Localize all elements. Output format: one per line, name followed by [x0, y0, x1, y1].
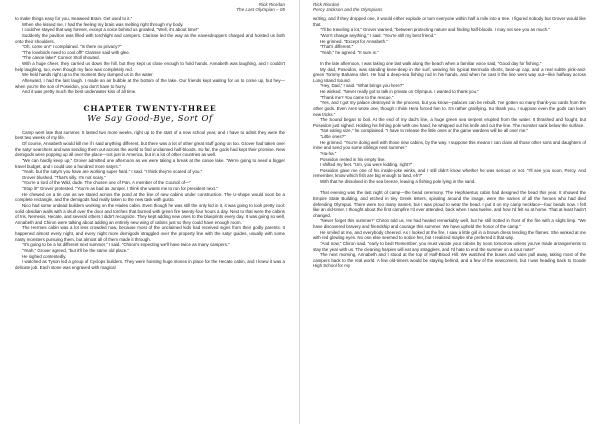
paragraph: And it was pretty much the best underwater kiss of all time.: [22, 89, 137, 95]
paragraph: "Oh, come on!" I complained. "Is there no privacy?": [22, 44, 122, 50]
paragraph: "We can hardly keep up," Grover admitted one afternoon as we were taking a break at the canoe lake. "We're going to need a bigger travel budget, and I could use a hundred more satyrs.": [15, 157, 285, 169]
paragraph: "Yes, and I got my palace destroyed in the process, but you know—palaces can be rebuilt. I've gotten so many thank-you cards from the other gods. Even Ares wrote one, though I think Hera forced him to. It's rather gratifying. So thank you. I suppose even the gods can learn new tricks.": [313, 100, 586, 117]
paragraph: Poseidon gave me one of his inside-joke winks, and I still didn't know whether he was serious or not. "I'll see you soon, Percy. And remember, know which fish are big enough to land, eh?": [313, 167, 586, 179]
paragraph: I watched as Tyson led a group of Cyclops builders. They were hoisting huge stones in place for the Hecate cabin, and I knew it was a delicate job. Each stone was engraved with magical: [15, 259, 285, 270]
paragraph: "Yeah, but the satyrs you have are working super hard," I said. "I think they're scared of you.": [22, 169, 203, 175]
chapter-title: We Say Good-Bye, Sort Of: [87, 113, 213, 124]
left-header-author: Rick Riordan: [258, 2, 285, 7]
left-body-text: [15, 16, 285, 270]
paragraph: I shifted my feet. "Um, you were kidding, right?": [320, 162, 413, 168]
left-header-book: The Last Olympian – 05: [236, 7, 285, 13]
right-page: [300, 0, 600, 424]
paragraph: The Sound began to boil. At the end of my dad's line, a huge green sea serpent erupted from the water. It thrashed and fought, but Poseidon just sighed. Holding his fishing pole with one hand, he whipped out his knife and cut the line. The monster sank below the surface.: [313, 117, 586, 128]
paragraph: He grinned. "Except for Annabeth.": [320, 38, 388, 44]
paragraph: "Never forget this summer!" Chiron told us. He had healed remarkably well, but he still trotted in front of the fire with a slight limp. "We have discovered bravery and friendship and courage this summer. We have upheld the honor of the camp.": [313, 218, 586, 230]
paragraph: "Yeah," he agreed. "It sure is.": [320, 49, 379, 55]
paragraph: "You're a lord of the Wild, dude. The chosen one of Pan. A member of the Council of—": [22, 180, 191, 186]
paragraph: He sighed contentedly.: [22, 253, 67, 259]
paragraph: "I'll be traveling a lot," Grover warned, "between protecting nature and finding half-bloods. I may not see you as much.": [320, 27, 550, 33]
paragraph: He winked. "Never really got to talk in private on Olympus. I wanted to thank you.": [320, 89, 479, 95]
paragraph: He chewed on a tin can as we stared across the pond at the line of new cabins under construction. The U-shape would soon be a complete rectangle, and the demigods had really taken to the new task with gusto.: [15, 191, 285, 203]
right-body-text: [313, 16, 586, 269]
paragraph: "It's going to be a lot different next summer," I said. "Chiron's expecting we'll have twice as many campers.": [22, 242, 230, 248]
paragraph: "Yeah," Grover agreed, "but it'll be the same old place.": [22, 247, 129, 253]
paragraph: "Little ones?": [320, 134, 346, 140]
paragraph: "The canoe lake!" Connor Stoll shouted.: [22, 55, 100, 61]
paragraph: "The lovebirds need to cool off!" Clarisse said with glee.: [22, 49, 130, 55]
chapter-number: CHAPTER TWENTY-THREE: [83, 103, 217, 113]
paragraph: The Hermes cabin was a lot less crowded now, because most of the unclaimed kids had received signs from their godly parents. It happened almost every night, and every night more demigods straggled over the property line with the satyr guides, usually with some nasty monsters pursuing them, but almost all of them made it through.: [15, 225, 285, 242]
paragraph: "Won't change anything," I said. "You're still my best friend.": [320, 32, 436, 38]
left-paragraphs-after: [15, 130, 285, 271]
paragraph: Nico had some undead builders working on the Hades cabin. Even though he was still the only kid in it, it was going to look pretty cool: solid obsidian walls with a skull over the door and torches that burned with green fire twenty-four hours a day. Next to that were the cabins of Iris, Nemesis, Hecate, and several others I didn't recognize. They kept adding new ones to the blueprints every day. It was going so well, Annabeth and Chiron were talking about adding an entirely new wing of cabins just so they could have enough room.: [15, 202, 285, 225]
paragraph: When she kissed me, I had the feeling my brain was melting right through my body.: [22, 21, 184, 27]
paragraph: "And now," Chiron said, "early to bed! Remember, you must vacate your cabins by noon tomorrow unless you've made arrangements to stay the year with us. The cleaning harpies will eat any stragglers, and I'd hate to end the summer on a sour note!": [313, 240, 586, 252]
paragraph: We held hands right up to the moment they dumped us in the water.: [22, 72, 154, 78]
paragraph: With a huge cheer, they carried us down the hill, but they kept us close enough to hold hands. Annabeth was laughing, and I couldn't help laughing, too, even though my face was completely red.: [15, 61, 285, 72]
paragraph: That evening was the last night of camp—the bead ceremony. The Hephaestus cabin had designed the bead this year. It showed the Empire State Building, and etched in tiny Greek letters, spiraling around the image, were the names of all the heroes who had died defending Olympus. There were too many names, but I was proud to wear the bead. I put it on my camp necklace—four beads now. I felt like an old-timer. I thought about the first campfire I'd ever attended, back when I was twelve, and how I'd felt so at home. That at least hadn't changed.: [313, 190, 586, 218]
paragraph: Suddenly the pavilion was filled with torchlight and campers. Clarisse led the way as the eavesdroppers charged and hoisted us both onto their shoulders.: [15, 32, 285, 44]
paragraph: "Thank me? You came to the rescue.": [320, 94, 394, 100]
right-paragraphs: [313, 16, 586, 269]
paragraph: Afterward, I had the last laugh. I made an air bubble at the bottom of the lake. Our friends kept waiting for us to come up, but hey—when you're the son of Poseidon, you don't have to hurry.: [15, 77, 285, 89]
paragraph: My dad, Poseidon, was standing knee-deep in the surf, wearing his typical Bermuda shorts, beat-up cap, and a real subtle pink-and-green Tommy Bahama shirt. He had a deep-sea fishing rod in his hands, and when he cast it the line went way out—like halfway across Long Island Sound.: [313, 66, 586, 83]
paragraph: "That's different.": [320, 44, 354, 50]
paragraph: In the late afternoon, I was taking one last walk along the beach when a familiar voice said, "Good day for fishing.": [320, 60, 542, 66]
left-running-head: [236, 2, 285, 13]
paragraph: With that he dissolved in the sea breeze, leaving a fishing pole lying in the sand.: [320, 179, 476, 185]
paragraph: Poseidon reeled in his empty line.: [320, 156, 386, 162]
paragraph: to make things easy for you, Seaweed Brain. Get used to it.": [15, 16, 133, 21]
right-header-author: Rick Riordan: [313, 2, 340, 7]
right-running-head: [313, 2, 382, 13]
paragraph: writing, and if they dropped one, it would either explode or turn everyone within half a mile into a tree. I figured nobody but Grover would like that.: [313, 16, 586, 27]
paragraph: Camp went late that summer. It lasted two more weeks, right up to the start of a new school year, and I have to admit they were the best two weeks of my life.: [15, 129, 285, 141]
paragraph: Grover blushed. "That's silly. I'm not scary.": [22, 174, 106, 180]
paragraph: The next morning, Annabeth and I stood at the top of Half-Blood Hill. We watched the buses and vans pull away, taking most of the campers back to the real world. A few old-timers would be staying behind, and a few of the newcomers, but I was heading back to Goode High School for my: [313, 252, 586, 269]
paragraph: "Stop it!" Grover protested. "You're as bad as Juniper. I think she wants me to run for president next.": [22, 186, 218, 191]
paragraph: "Hey, Dad," I said. "What brings you here?": [320, 83, 404, 89]
paragraph: He smiled at me, and everybody cheered. As I looked at the fire, I saw a little girl in a brown dress tending the flames. She winked at me with red glowing eyes. No one else seemed to notice her, but I realized maybe she preferred it that way.: [313, 229, 586, 241]
paragraph: Of course, Annabeth would kill me if I said anything different, but there was a lot of other great stuff going on too. Grover had taken over the satyr searchers and was sending them out across the world to find unclaimed half-bloods. So far, the gods had kept their promise. New demigods were popping up all over the place—not just in America, but in a lot of other countries as well.: [15, 141, 285, 158]
paragraph: He grinned. "You're doing well with those new cabins, by the way. I suppose this means I can claim all those other sons and daughters of mine and send you some siblings next summer.": [313, 139, 586, 151]
paragraph: "Ha-ha.": [320, 150, 337, 156]
paragraph: I could've stayed that way forever, except a voice behind us growled, "Well, it's about time!": [22, 27, 199, 33]
right-header-book: Percy Jackson and the Olympians: [313, 7, 383, 13]
left-paragraphs-before: [15, 16, 285, 95]
paragraph: "Not eating size," he complained. "I have to release the little ones or the game wardens will be all over me.": [320, 128, 529, 134]
